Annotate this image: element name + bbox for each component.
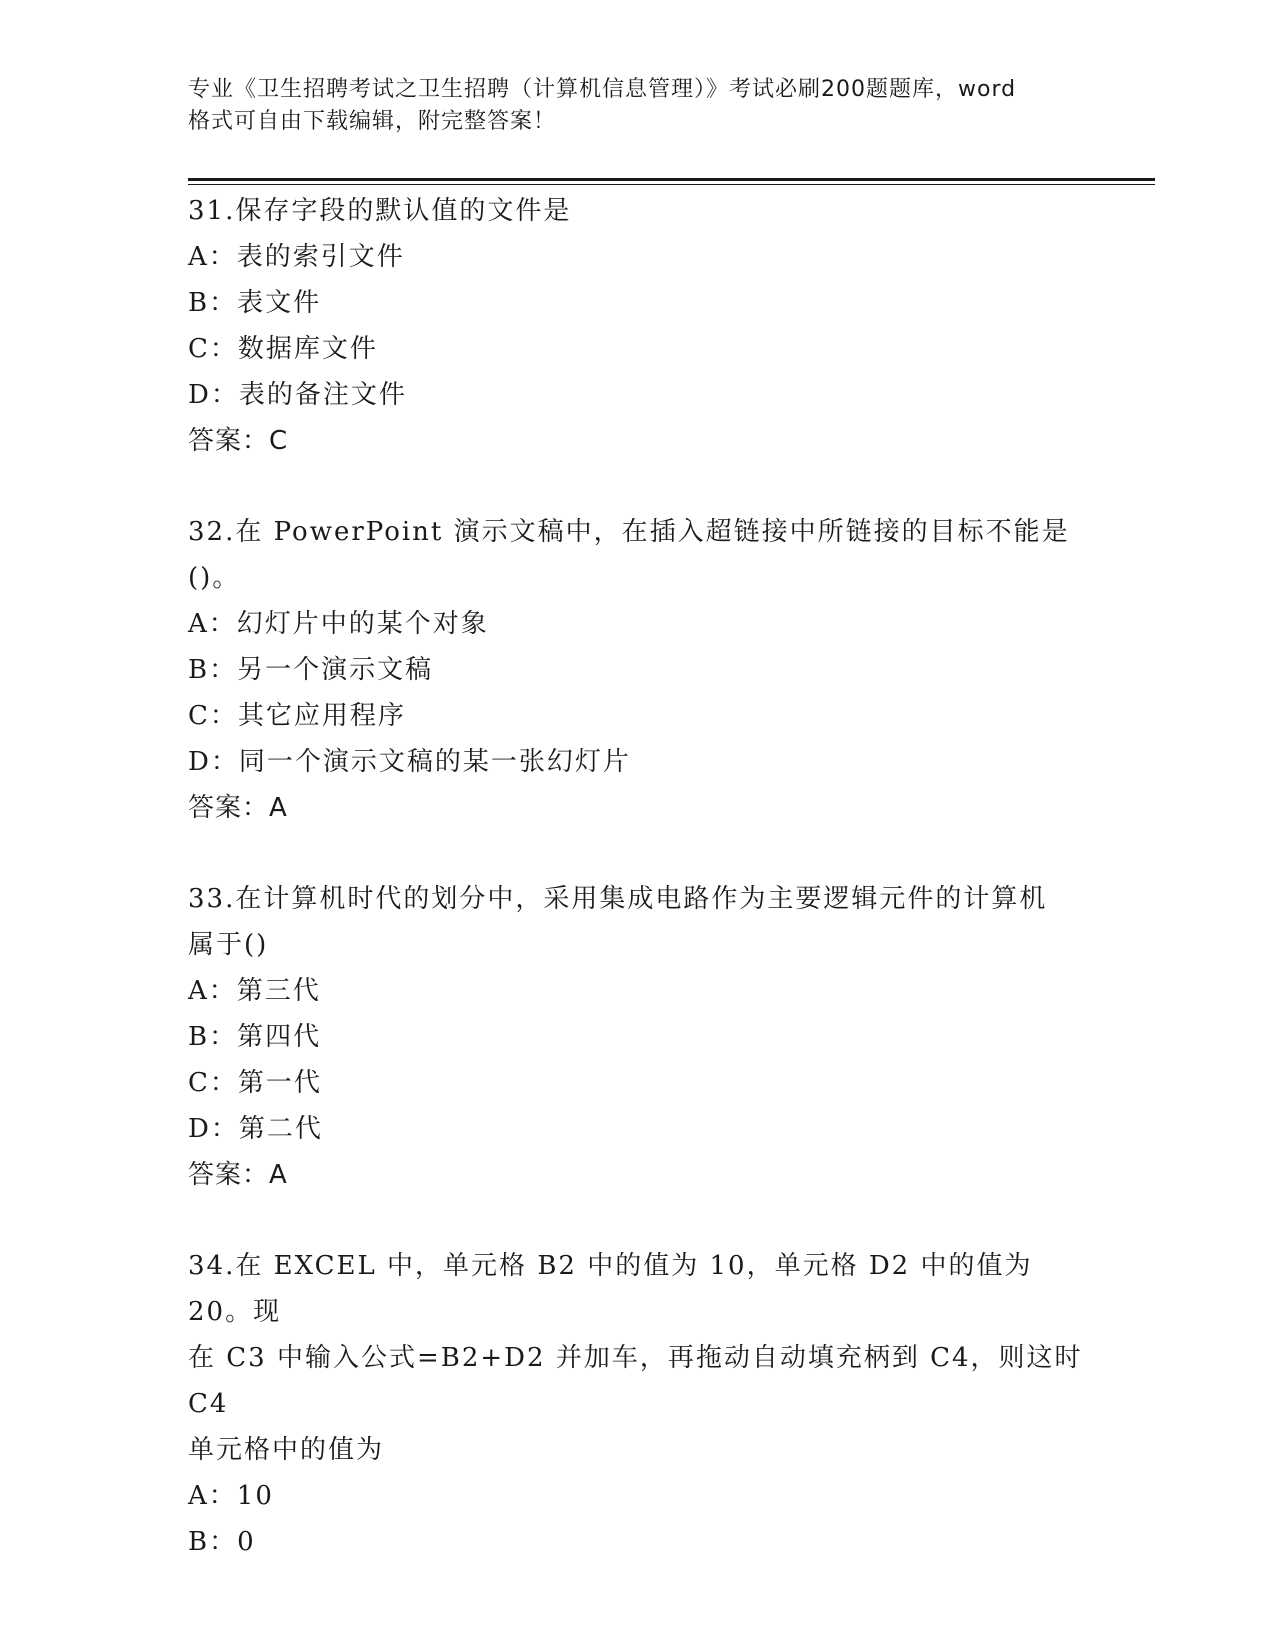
header-divider-thick [188,178,1155,181]
option-row [188,326,1088,372]
option-text: 第一代 [237,1068,322,1098]
option-text: 10 [236,1481,274,1511]
option-text: 数据库文件 [237,334,378,364]
option-letter: C： [188,1068,238,1098]
answer-line: 答案：C [188,426,289,456]
option-letter: A： [188,1481,237,1511]
option-row [188,234,1088,280]
question-list [188,188,1093,1610]
question-stem: ()。 [188,563,241,593]
answer-line: 答案：A [188,1160,288,1190]
option-row [188,968,1088,1014]
question-block [188,509,1088,831]
header-divider-thin [188,184,1155,185]
option-text: 同一个演示文稿的某一张幻灯片 [238,747,631,777]
option-text: 0 [237,1527,256,1557]
option-text: 第三代 [236,976,321,1006]
option-text: 其它应用程序 [237,701,406,731]
option-row [188,647,1088,693]
option-letter: B： [188,1527,238,1557]
question-stem: 33.在计算机时代的划分中，采用集成电路作为主要逻辑元件的计算机 [188,884,1048,914]
question-block [188,1243,1093,1565]
option-letter: D： [188,747,239,777]
answer-line: 答案：A [188,793,288,823]
option-row [188,280,1088,326]
option-row [188,1473,1088,1519]
option-text: 第二代 [238,1114,323,1144]
option-text: 另一个演示文稿 [237,655,434,685]
option-letter: C： [188,334,238,364]
option-text: 表文件 [237,288,322,318]
document-header [188,74,1088,138]
option-row [188,601,1088,647]
question-block [188,876,1088,1198]
option-letter: B： [188,288,238,318]
option-letter: A： [188,242,237,272]
option-letter: B： [188,655,238,685]
option-letter: B： [188,1022,238,1052]
question-stem: 属于() [188,930,269,960]
header-line-2: 格式可自由下载编辑，附完整答案！ [188,109,557,134]
option-text: 表的备注文件 [238,380,407,410]
option-letter: D： [188,380,239,410]
header-line-1: 专业《卫生招聘考试之卫生招聘（计算机信息管理）》考试必刷200题题库，word [188,77,1017,102]
option-letter: A： [188,609,237,639]
option-text: 幻灯片中的某个对象 [236,609,489,639]
option-row [188,1060,1088,1106]
question-stem: 32.在 PowerPoint 演示文稿中，在插入超链接中所链接的目标不能是 [188,517,1070,547]
option-letter: D： [188,1114,239,1144]
option-text: 表的索引文件 [236,242,405,272]
option-row [188,1106,1088,1152]
option-row [188,739,1088,785]
option-row [188,372,1088,418]
question-stem: 34.在 EXCEL 中，单元格 B2 中的值为 10，单元格 D2 中的值为 20。现 [188,1251,1043,1327]
option-row [188,693,1088,739]
option-letter: A： [188,976,237,1006]
option-row [188,1014,1088,1060]
option-letter: C： [188,701,238,731]
question-stem: 单元格中的值为 [188,1435,385,1465]
question-block [188,188,1088,464]
question-stem: 在 C3 中输入公式=B2+D2 并加车，再拖动自动填充柄到 C4，则这时 C4 [188,1343,1093,1419]
question-stem: 31.保存字段的默认值的文件是 [188,196,572,226]
option-text: 第四代 [237,1022,322,1052]
option-row [188,1519,1088,1565]
